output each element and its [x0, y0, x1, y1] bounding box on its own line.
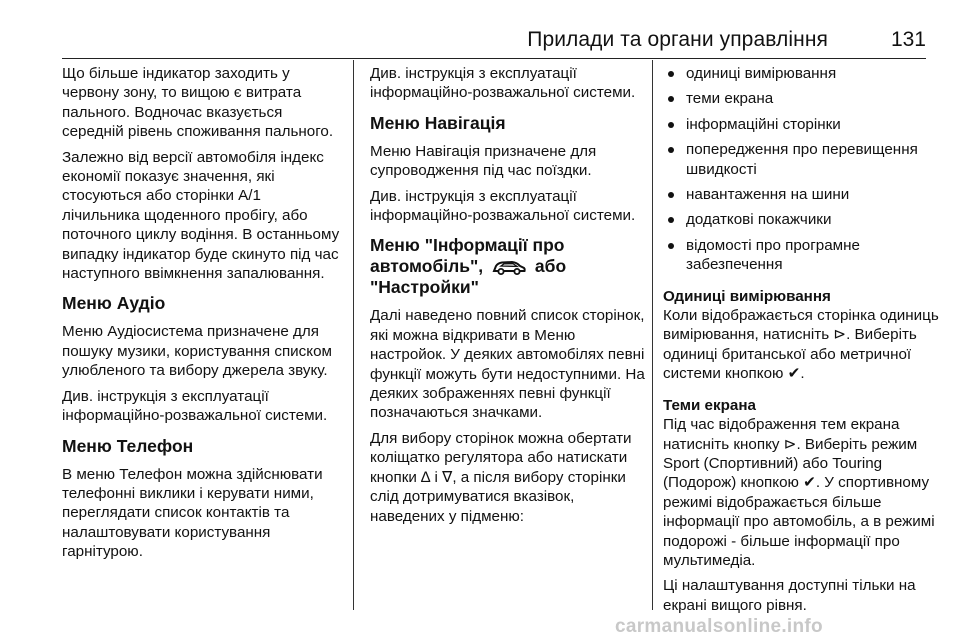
section-heading-navigation: Меню Навігація	[370, 112, 506, 133]
column-divider	[652, 60, 653, 610]
paragraph: Див. інструкція з експлуатації інформаційно-розважальної системи.	[370, 65, 636, 102]
paragraph: Ці налаштування доступні тільки на екрані вищого рівня.	[663, 577, 916, 614]
paragraph: Меню Аудіосистема призначене для пошуку музики, користування списком улюбленого та вибору джерела звуку.	[62, 323, 332, 380]
section-heading-phone: Меню Телефон	[62, 435, 194, 456]
paragraph: В меню Телефон можна здійснювати телефонні виклики і керувати ними, переглядати список контактів та налаштовувати користування гарнітурою.	[62, 465, 323, 561]
column-right	[663, 64, 941, 621]
section-heading-audio: Меню Аудіо	[62, 293, 166, 314]
list-item	[663, 115, 941, 134]
list-item-text: теми екрана	[686, 90, 774, 108]
watermark: carmanualsonline.info	[615, 616, 823, 637]
subheading-units: Одиниці вимірювання	[663, 287, 831, 305]
paragraph: Що більше індикатор заходить у червону зону, то вищою є витрата пального. Водночас вказується середній рівень споживання пального.	[62, 65, 334, 141]
list-item-text: навантаження на шини	[686, 186, 850, 204]
bullet-icon	[668, 122, 674, 128]
list-item	[663, 89, 941, 108]
heading-part: "Настройки"	[370, 277, 479, 298]
car-icon	[492, 259, 526, 275]
list-item	[663, 236, 941, 275]
bullet-icon	[668, 217, 674, 223]
list-item-text: попередження про перевищення швидкості	[686, 141, 918, 178]
list-item-text: одиниці вимірювання	[686, 65, 837, 82]
bullet-icon	[668, 71, 674, 77]
list-item	[663, 64, 941, 83]
subheading-themes: Теми екрана	[663, 396, 756, 414]
column-divider	[353, 60, 354, 610]
bullet-icon	[668, 192, 674, 198]
paragraph: Під час відображення тем екрана натисніть кнопку ⊳. Виберіть режим Sport (Спортивний) або Touring (Подорож) кнопкою ✔. У спортивному режимі відображається більше інформації про автомобіль, а в режимі подорожі - більше інформації про мультимедіа.	[663, 416, 935, 569]
list-item-text: відомості про програмне забезпечення	[686, 236, 860, 274]
list-item-text: додаткові покажчики	[686, 211, 832, 229]
bullet-icon	[668, 147, 674, 153]
page-number: 131	[890, 28, 926, 51]
list-item	[663, 140, 941, 179]
list-item	[663, 210, 941, 229]
settings-pages-list	[663, 64, 941, 275]
list-item	[663, 185, 941, 204]
paragraph: Для вибору сторінок можна обертати коліщатко регулятора або натискати кнопки ∆ і ∇, а після вибору сторінки слід дотримуватися вказівок, наведених у підменю:	[370, 429, 632, 525]
bullet-icon	[668, 243, 674, 249]
bullet-icon	[668, 96, 674, 102]
paragraph: Меню Навігація призначене для супроводження під час поїздки.	[370, 142, 597, 180]
column-middle	[370, 64, 646, 532]
paragraph: Залежно від версії автомобіля індекс економії показує значення, які стосуються або сторінки A/1 лічильника щоденного пробігу, або поточного циклу водіння. В останньому випадку індикатор буде скинуто під час наступного ввімкнення запалювання.	[62, 148, 340, 283]
list-item-text: інформаційні сторінки	[686, 115, 841, 133]
paragraph: Коли відображається сторінка одиниць вимірювання, натисніть ⊳. Виберіть одиниці британської або метричної системи кнопкою ✔.	[663, 307, 939, 383]
paragraph: Див. інструкція з експлуатації інформаційно-розважальної системи.	[62, 387, 328, 425]
column-left	[62, 64, 340, 568]
paragraph: Див. інструкція з експлуатації інформаційно-розважальної системи.	[370, 187, 636, 225]
section-heading-vehicle-info	[370, 235, 646, 298]
paragraph: Далі наведено повний список сторінок, які можна відкривати в Меню настройок. У деяких автомобілях певні функції можуть бути недоступними. На деяких зображеннях певні функції позначаються значками.	[370, 307, 645, 422]
page-title: Прилади та органи управління	[527, 28, 828, 51]
heading-part: або	[534, 256, 567, 277]
page-header	[62, 14, 926, 59]
heading-part: Меню "Інформації про автомобіль",	[370, 235, 565, 277]
